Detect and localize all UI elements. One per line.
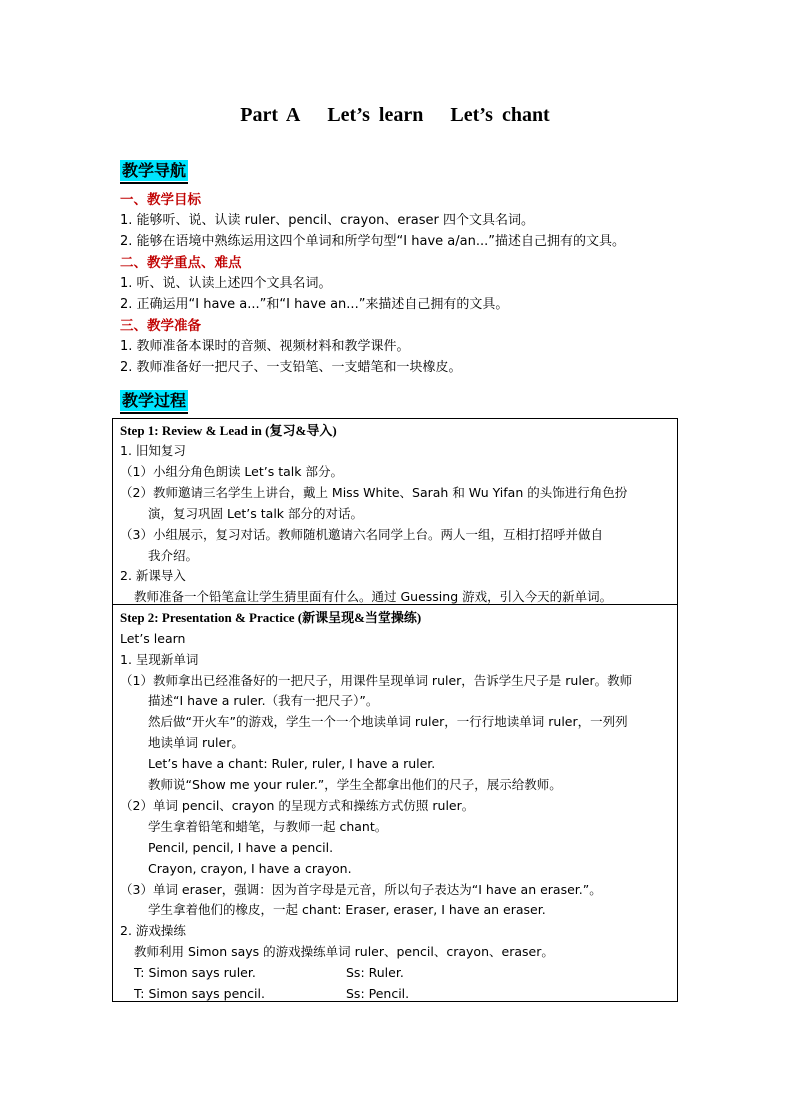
step2-line: 描述“I have a ruler.（我有一把尺子）”。: [148, 693, 379, 708]
dialog-students: Ss: Ruler.: [346, 965, 404, 980]
step2-line: （2）单词 pencil、crayon 的呈现方式和操练方式仿照 ruler。: [120, 798, 475, 813]
page-title: [0, 104, 790, 127]
step2-line: 学生拿着他们的橡皮，一起 chant: Eraser, eraser, I have an eraser.: [148, 902, 546, 917]
title-learn: Let’s learn: [327, 104, 424, 126]
step1-line: 演，复习巩固 Let’s talk 部分的对话。: [148, 506, 364, 521]
key-item: 1. 听、说、认读上述四个文具名词。: [120, 276, 332, 291]
key-heading: 二、教学重点、难点: [120, 255, 242, 271]
step2-line: Crayon, crayon, I have a crayon.: [148, 861, 352, 876]
goal-item: 2. 能够在语境中熟练运用这四个单词和所学句型“I have a/an...”描述自己拥有的文具。: [120, 234, 625, 249]
step1-title: Step 1: Review & Lead in (复习&导入): [120, 423, 337, 438]
step2-line: Let’s learn: [120, 631, 186, 646]
process-heading: 教学过程: [122, 391, 187, 410]
dialog-teacher: T: Simon says ruler.: [134, 965, 256, 980]
dialog-teacher: T: Simon says pencil.: [134, 986, 265, 1001]
step1-line: （2）教师邀请三名学生上讲台，戴上 Miss White、Sarah 和 Wu Yifan 的头饰进行角色扮: [120, 485, 628, 500]
prep-item: 2. 教师准备好一把尺子、一支铅笔、一支蜡笔和一块橡皮。: [120, 360, 462, 375]
step2-line: （1）教师拿出已经准备好的一把尺子，用课件呈现单词 ruler，告诉学生尺子是 ruler。教师: [120, 673, 633, 688]
step1-line: （1）小组分角色朗读 Let’s talk 部分。: [120, 464, 343, 479]
step2-line: 1. 呈现新单词: [120, 652, 199, 667]
goal-item: 1. 能够听、说、认读 ruler、pencil、crayon、eraser 四个文具名词。: [120, 213, 534, 228]
step2-line: 地读单词 ruler。: [148, 735, 244, 750]
step2-line: 2. 游戏操练: [120, 923, 186, 938]
prep-heading: 三、教学准备: [120, 318, 201, 334]
step2-line: 学生拿着铅笔和蜡笔，与教师一起 chant。: [148, 819, 388, 834]
step1-line: （3）小组展示，复习对话。教师随机邀请六名同学上台。两人一组，互相打招呼并做自: [120, 527, 603, 542]
prep-item: 1. 教师准备本课时的音频、视频材料和教学课件。: [120, 339, 410, 354]
step1-line: 1. 旧知复习: [120, 443, 186, 458]
step2-line: （3）单词 eraser，强调：因为首字母是元音，所以句子表达为“I have an eraser.”。: [120, 882, 602, 897]
step1-line: 我介绍。: [148, 548, 199, 563]
step1-line: 教师准备一个铅笔盒让学生猜里面有什么。通过 Guessing 游戏，引入今天的新单词。: [134, 589, 613, 604]
step1-line: 2. 新课导入: [120, 568, 186, 583]
step2-line: 教师说“Show me your ruler.”，学生全都拿出他们的尺子，展示给教师。: [148, 777, 562, 792]
dialog-students: Ss: Pencil.: [346, 986, 410, 1001]
step2-line: 教师利用 Simon says 的游戏操练单词 ruler、pencil、crayon、eraser。: [134, 944, 554, 959]
step2-title: Step 2: Presentation & Practice (新课呈现&当堂操练): [120, 610, 422, 625]
step2-line: 然后做“开火车”的游戏，学生一个一个地读单词 ruler，一行行地读单词 ruler，一列列: [148, 714, 628, 729]
key-item: 2. 正确运用“I have a...”和“I have an...”来描述自己拥有的文具。: [120, 297, 509, 312]
goals-heading: 一、教学目标: [120, 192, 201, 208]
title-part: Part A: [240, 104, 301, 126]
step2-line: Pencil, pencil, I have a pencil.: [148, 840, 334, 855]
nav-heading: 教学导航: [122, 161, 187, 180]
title-chant: Let’s chant: [450, 104, 550, 126]
step2-line: Let’s have a chant: Ruler, ruler, I have a ruler.: [148, 756, 436, 771]
